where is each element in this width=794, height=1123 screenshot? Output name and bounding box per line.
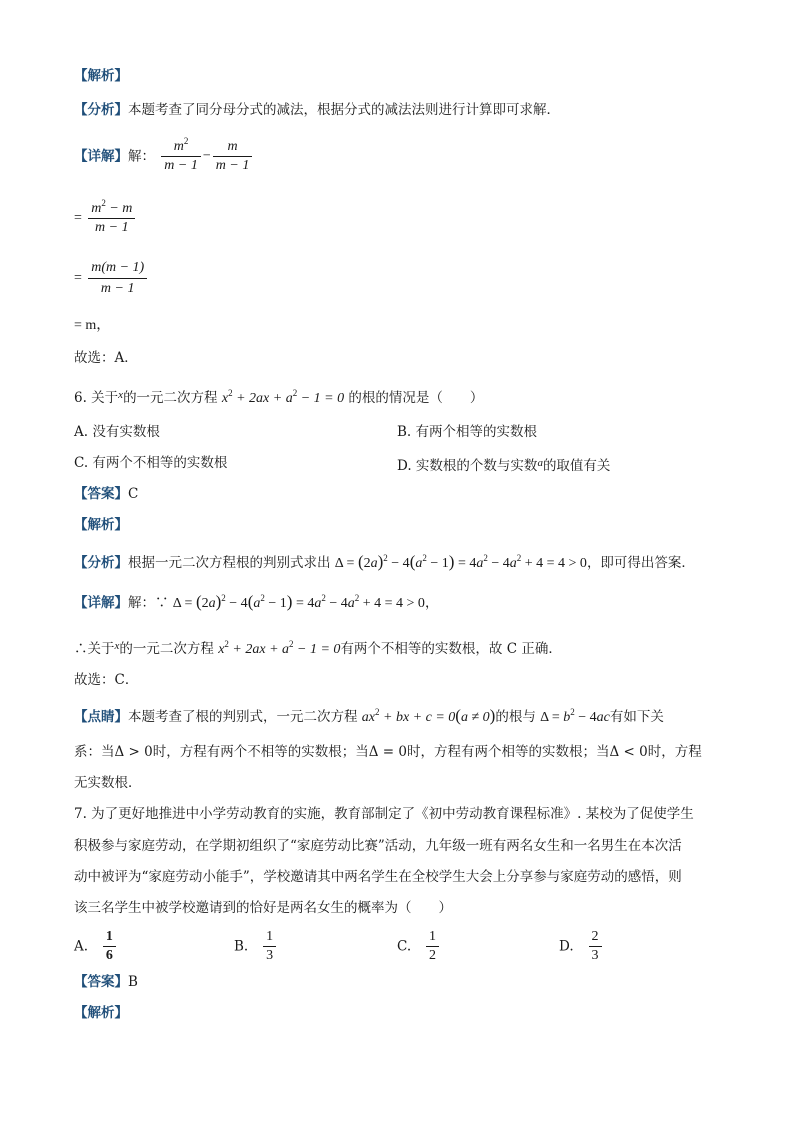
q6-option-c[interactable]: C. 有两个不相等的实数根	[74, 455, 228, 471]
q6-jiexi-label: 【解析】	[74, 517, 128, 533]
q6-option-b[interactable]: B. 有两个相等的实数根	[397, 424, 538, 440]
q6-answer-value: C	[128, 486, 139, 502]
q7-stem-line3: 动中被评为“家庭劳动小能手”，学校邀请其中两名学生在全校学生大会上分享参与家庭劳动的感悟，则	[74, 869, 682, 885]
q6-detail: 【详解】解：∵ $\Delta = (2a)^2 - 4(a^2 - 1) = 4a^2 - 4a^2 + 4 = 4 > 0$，	[74, 592, 439, 611]
fraction-1: $\frac{m^2}{m - 1}$	[161, 138, 201, 175]
q6-answer: 【答案】C	[74, 486, 139, 502]
fraction-4: $\frac{m(m - 1)}{m - 1}$	[88, 258, 147, 299]
q7-answer: 【答案】B	[74, 974, 138, 990]
q6-choice: 故选：C．	[74, 672, 139, 688]
q6-therefore: ∴关于$^x$的一元二次方程 $x^2 + 2ax + a^2 - 1 = 0$有两个不相等的实数根，故 C 正确．	[74, 639, 562, 657]
q7-option-c[interactable]: C. $\frac{1}{2}$	[397, 928, 441, 965]
q6-option-d[interactable]: D. 实数根的个数与实数$^a$的取值有关	[397, 457, 611, 474]
q5-detail-step2: = $\frac{m^2 - m}{m - 1}$	[74, 200, 137, 237]
q6-analysis-equation: $\Delta = (2a)^2 - 4(a^2 - 1) = 4a^2 - 4a^2 + 4 = 4 > 0$	[334, 552, 587, 571]
q6-option-a[interactable]: A. 没有实数根	[74, 424, 160, 440]
q5-analysis-text: 本题考查了同分母分式的减法，根据分式的减法法则进行计算即可求解．	[128, 102, 560, 118]
q7-answer-value: B	[128, 974, 138, 990]
fraction-2: $\frac{m}{m - 1}$	[213, 138, 253, 175]
q6-detail-equation: $\Delta = (2a)^2 - 4(a^2 - 1) = 4a^2 - 4a^2 + 4 = 4 > 0$	[172, 592, 425, 611]
q7-stem-line4: 该三名学生中被学校邀请到的恰好是两名女生的概率为（ ）	[74, 900, 452, 916]
q6-analysis: 【分析】根据一元二次方程根的判别式求出 $\Delta = (2a)^2 - 4(a^2 - 1) = 4a^2 - 4a^2 + 4 = 4 > 0$，即可得出答案．	[74, 552, 695, 571]
q7-stem-line1: 7. 为了更好地推进中小学劳动教育的实施，教育部制定了《初中劳动教育课程标准》. 某校为了促使学生	[74, 806, 694, 822]
q6-key-point-line3: 无实数根．	[74, 775, 142, 791]
q6-key-point: 【点睛】本题考查了根的判别式，一元二次方程 $ax^2$ + bx + c = 0(a ≠ 0)的根与 $\Delta = b^2 - 4ac$有如下关	[74, 706, 664, 725]
q7-jiexi-label: 【解析】	[74, 1005, 128, 1021]
q5-analysis: 【分析】本题考查了同分母分式的减法，根据分式的减法法则进行计算即可求解．	[74, 102, 560, 118]
q7-option-b[interactable]: B. $\frac{1}{3}$	[234, 928, 278, 965]
q6-stem: 6. 关于$^x$的一元二次方程 $x^2 + 2ax + a^2 - 1 = 0$ 的根的情况是（ ）	[74, 388, 484, 406]
q7-option-a[interactable]: A. $\frac{1}{6}$	[74, 928, 118, 965]
q5-detail-step4: = m，	[74, 318, 111, 333]
q5-detail-step1: 【详解】解： $\frac{m^2}{m - 1}$ − $\frac{m}{m - 1}$	[74, 138, 254, 175]
fraction-3: $\frac{m^2 - m}{m - 1}$	[88, 200, 135, 237]
q6-key-point-line2: 系：当Δ > 0时，方程有两个不相等的实数根；当Δ = 0时，方程有两个相等的实数根；当Δ < 0时，方程	[74, 744, 702, 760]
q5-detail-step3: = $\frac{m(m - 1)}{m - 1}$	[74, 258, 149, 299]
q7-option-d[interactable]: D. $\frac{2}{3}$	[559, 928, 604, 965]
q5-choice: 故选：A．	[74, 350, 138, 366]
q6-equation: $x^2 + 2ax + a^2 - 1 = 0$	[221, 388, 345, 406]
q7-stem-line2: 积极参与家庭劳动，在学期初组织了“家庭劳动比赛”活动，九年级一班有两名女生和一名男生在本次活	[74, 838, 682, 854]
q5-jiexi-label: 【解析】	[74, 68, 128, 84]
